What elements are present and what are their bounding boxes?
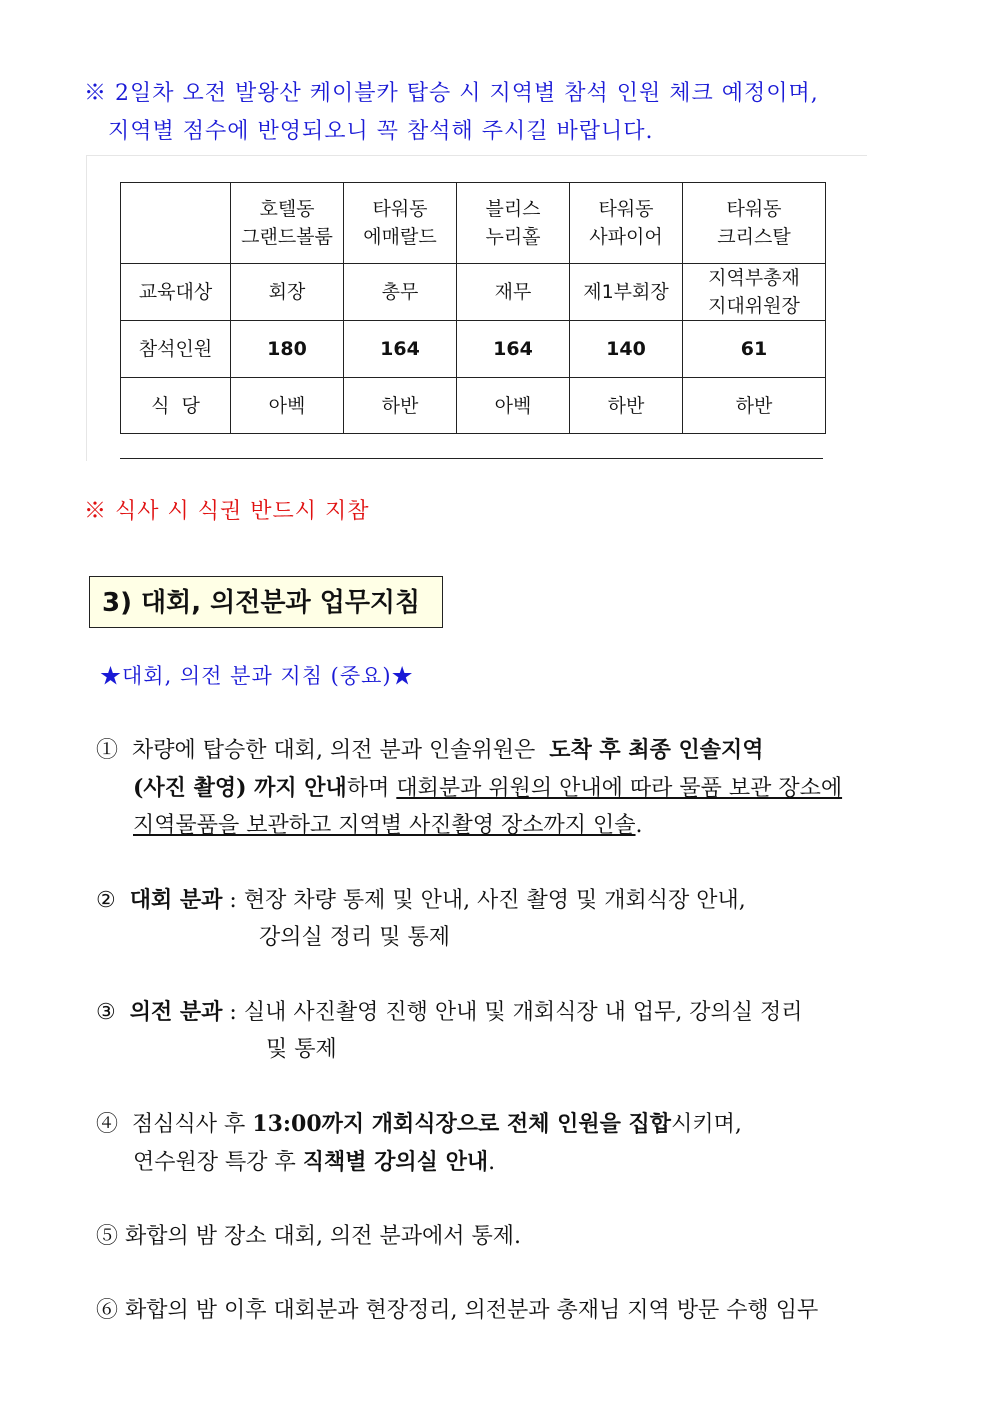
list-item-cont: (사진 촬영) 까지 안내하며 대회분과 위원의 안내에 따라 물품 보관 장소에 [133,775,843,801]
list-item: ④ 점심식사 후 13:00까지 개회식장으로 전체 인원을 집합시키며, [96,1111,742,1137]
list-item: ⑥ 화합의 밤 이후 대회분과 현장정리, 의전분과 총재님 지역 방문 수행 임무 [96,1298,819,1323]
table-cell: 180 [231,321,344,378]
divider [120,458,823,459]
table-row-target [121,264,826,321]
table-header-row [121,183,826,264]
list-item-cont: 및 통제 [266,1037,337,1062]
table-cell: 164 [457,321,570,378]
item-number: ⑥ [96,1298,119,1323]
item-number: ① [96,738,119,763]
notice-meal-ticket: ※ 식사 시 식권 반드시 지참 [84,499,370,524]
header-cell: 타워동 크리스탈 [683,183,826,264]
table-row-dining [121,378,826,434]
table-cell: 하반 [683,378,826,434]
table-cell: 회장 [231,264,344,321]
table-cell: 61 [683,321,826,378]
list-item: ⑤ 화합의 밤 장소 대회, 의전 분과에서 통제. [96,1224,521,1249]
list-item: ② 대회 분과 : 현장 차량 통제 및 안내, 사진 촬영 및 개회식장 안내, [96,887,746,913]
list-item-cont: 지역물품을 보관하고 지역별 사진촬영 장소까지 인솔. [133,813,643,838]
list-item: ① 차량에 탑승한 대회, 의전 분과 인솔위원은 도착 후 최종 인솔지역 [96,737,764,763]
item-number: ④ [96,1112,119,1137]
table-cell: 하반 [344,378,457,434]
guideline-title: ★대회, 의전 분과 지침 (중요)★ [100,664,414,688]
list-item: ③ 의전 분과 : 실내 사진촬영 진행 안내 및 개회식장 내 업무, 강의실 정리 [96,999,803,1025]
empty-corner-cell [121,183,231,264]
row-label: 참석인원 [121,321,231,378]
table-cell: 아벡 [457,378,570,434]
item-number: ⑤ [96,1224,119,1249]
table-cell: 140 [570,321,683,378]
list-item-cont: 강의실 정리 및 통제 [259,925,450,950]
header-cell: 호텔동 그랜드볼룸 [231,183,344,264]
table-cell: 총무 [344,264,457,321]
header-cell: 블리스 누리홀 [457,183,570,264]
item-number: ③ [96,1000,116,1025]
row-label: 교육대상 [121,264,231,321]
header-cell: 타워동 사파이어 [570,183,683,264]
table-cell: 아벡 [231,378,344,434]
table-cell: 164 [344,321,457,378]
notice-cablecar-line1: ※ 2일차 오전 발왕산 케이블카 탑승 시 지역별 참석 인원 체크 예정이며, [84,81,819,106]
table-cell: 재무 [457,264,570,321]
table-cell: 지역부총재 지대위원장 [683,264,826,321]
section-title: 3) 대회, 의전분과 업무지침 [89,576,443,628]
attendance-table [120,182,826,434]
item-number: ② [96,888,116,913]
list-item-cont: 연수원장 특강 후 직책별 강의실 안내. [133,1149,496,1175]
table-cell: 하반 [570,378,683,434]
row-label: 식 당 [121,378,231,434]
header-cell: 타워동 에매랄드 [344,183,457,264]
table-cell: 제1부회장 [570,264,683,321]
notice-cablecar-line2: 지역별 점수에 반영되오니 꼭 참석해 주시길 바랍니다. [108,119,654,144]
table-row-attendance [121,321,826,378]
